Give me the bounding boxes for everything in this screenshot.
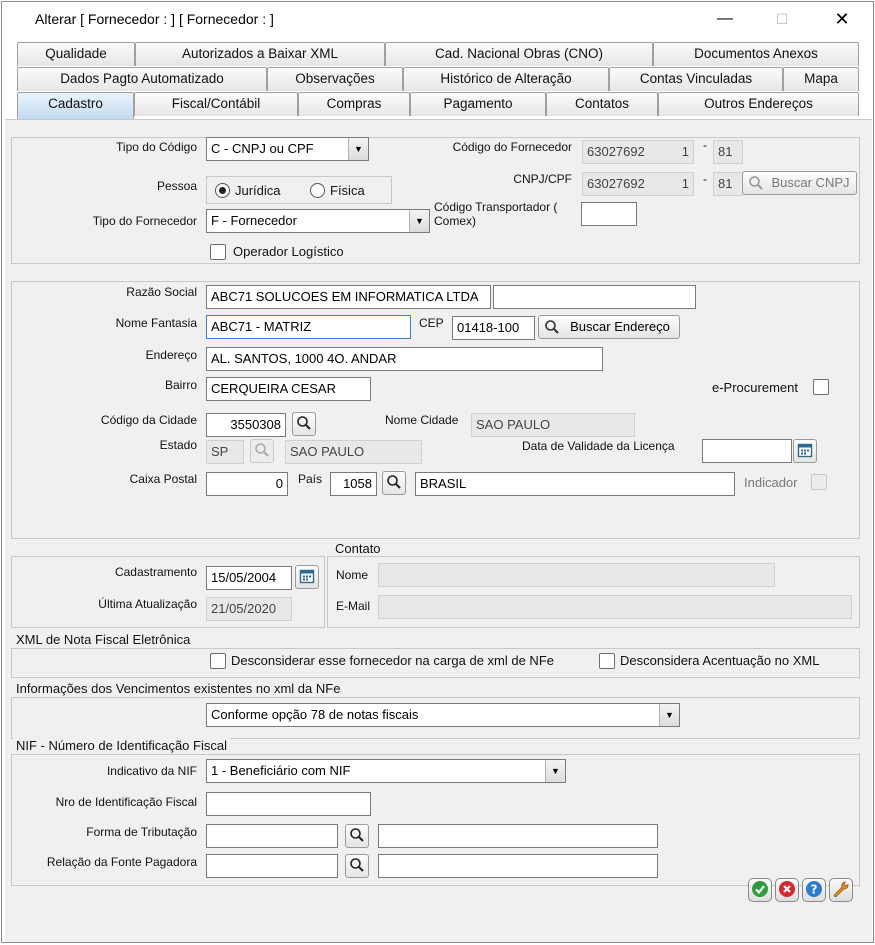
nro-nif-input[interactable]: [206, 792, 371, 816]
codigo-fornecedor-value: 63027692: [587, 144, 645, 159]
dialog-window: [1, 1, 874, 943]
vencimentos-title: Informações dos Vencimentos existentes no xml da NFe: [13, 681, 343, 696]
codigo-fornecedor-seq: 1: [681, 144, 689, 159]
tab-mapa[interactable]: Mapa: [783, 67, 859, 91]
title-bar: [2, 2, 873, 37]
endereco-label: Endereço: [145, 348, 197, 362]
tab-outros-enderecos[interactable]: Outros Endereços: [658, 92, 859, 116]
close-button[interactable]: ✕: [834, 8, 850, 29]
codigo-fornecedor-label: Código do Fornecedor: [452, 140, 572, 154]
data-validade-label: Data de Validade da Licença: [522, 439, 675, 453]
cnpj-value: 63027692: [587, 176, 645, 191]
indicativo-nif-value: 1 - Beneficiário com NIF: [211, 763, 351, 778]
window-title: Alterar [ Fornecedor : ] [ Fornecedor : ]: [35, 11, 274, 27]
codigo-transportador-input[interactable]: [581, 202, 637, 226]
vencimentos-select[interactable]: [206, 703, 680, 727]
tab-contas-vinculadas[interactable]: Contas Vinculadas: [609, 67, 783, 91]
tab-dados-pagto[interactable]: Dados Pagto Automatizado: [17, 67, 267, 91]
pais-nome-field: BRASIL: [415, 472, 735, 496]
contato-title: Contato: [332, 541, 384, 556]
pessoa-juridica-radio[interactable]: [215, 183, 230, 198]
forma-tributacao-search-button[interactable]: [345, 824, 369, 848]
desconsiderar-carga-checkbox[interactable]: [210, 653, 226, 669]
razao-social-input[interactable]: ABC71 SOLUCOES EM INFORMATICA LTDA: [206, 285, 491, 309]
search-icon: [748, 175, 764, 198]
contato-nome-field: [378, 563, 775, 587]
search-icon: [296, 415, 312, 434]
indicativo-nif-select[interactable]: [206, 759, 566, 783]
forma-tributacao-input[interactable]: [206, 824, 338, 848]
buscar-endereco-button[interactable]: [538, 315, 680, 339]
tab-documentos-anexos[interactable]: Documentos Anexos: [653, 42, 859, 66]
tab-cadastro[interactable]: Cadastro: [17, 92, 134, 119]
codigo-fornecedor-dash: -: [703, 138, 707, 152]
bairro-input[interactable]: CERQUEIRA CESAR: [206, 377, 371, 401]
pessoa-fisica-label: Física: [330, 183, 365, 198]
tab-autorizados-xml[interactable]: Autorizados a Baixar XML: [135, 42, 385, 66]
razao-social-extra-input[interactable]: [493, 285, 696, 309]
cancel-button[interactable]: [775, 878, 799, 902]
tools-icon: [832, 880, 850, 901]
bairro-label: Bairro: [164, 378, 197, 392]
eprocurement-checkbox[interactable]: [813, 379, 829, 395]
desconsiderar-carga-label: Desconsiderar esse fornecedor na carga de xml de NFe: [231, 653, 554, 668]
tipo-codigo-label: Tipo do Código: [116, 140, 197, 154]
codigo-cidade-search-button[interactable]: [292, 412, 316, 436]
tab-observacoes[interactable]: Observações: [267, 67, 403, 91]
pessoa-juridica-label: Jurídica: [235, 183, 281, 198]
cnpj-field: [582, 172, 694, 196]
chevron-down-icon: ▼: [659, 704, 679, 726]
nro-nif-label: Nro de Identificação Fiscal: [55, 795, 197, 809]
calendar-icon: [299, 568, 315, 587]
cep-label: CEP: [419, 316, 444, 330]
relacao-fonte-desc: [378, 854, 658, 878]
xml-nfe-title: XML de Nota Fiscal Eletrônica: [13, 632, 193, 647]
search-icon: [349, 857, 365, 876]
tab-fiscal-contabil[interactable]: Fiscal/Contábil: [134, 92, 298, 116]
search-icon: [544, 319, 560, 342]
search-icon: [349, 827, 365, 846]
nif-title: NIF - Número de Identificação Fiscal: [13, 738, 230, 753]
maximize-button[interactable]: ☐: [775, 10, 789, 27]
vencimentos-value: Conforme opção 78 de notas fiscais: [211, 707, 419, 722]
tab-compras[interactable]: Compras: [298, 92, 410, 116]
forma-tributacao-desc: [378, 824, 658, 848]
pais-search-button[interactable]: [382, 471, 406, 495]
tools-button[interactable]: [829, 878, 853, 902]
operador-logistico-label: Operador Logístico: [233, 244, 344, 259]
cancel-icon: [778, 880, 796, 901]
cadastramento-label: Cadastramento: [114, 565, 197, 579]
tipo-fornecedor-label: Tipo do Fornecedor: [92, 214, 197, 228]
pais-label: País: [298, 472, 323, 486]
tab-qualidade[interactable]: Qualidade: [17, 42, 135, 66]
tab-cno[interactable]: Cad. Nacional Obras (CNO): [385, 42, 653, 66]
codigo-cidade-label: Código da Cidade: [100, 413, 197, 427]
relacao-fonte-input[interactable]: [206, 854, 338, 878]
cep-input[interactable]: 01418-100: [452, 316, 535, 340]
eprocurement-label: e-Procurement: [712, 380, 798, 395]
help-icon: [805, 880, 823, 901]
search-icon: [254, 442, 270, 461]
cnpj-seq: 1: [681, 176, 689, 191]
codigo-fornecedor-dv: 81: [713, 140, 743, 164]
cnpj-label: CNPJ/CPF: [513, 172, 572, 186]
nome-fantasia-input[interactable]: ABC71 - MATRIZ: [206, 315, 411, 339]
cnpj-dv: 81: [713, 172, 743, 196]
codigo-fornecedor-field: [582, 140, 694, 164]
pais-input[interactable]: 1058: [330, 472, 377, 496]
codigo-cidade-input[interactable]: 3550308: [206, 413, 286, 437]
minimize-button[interactable]: —: [717, 10, 733, 27]
nome-cidade-label: Nome Cidade: [385, 413, 459, 427]
cadastramento-calendar-button[interactable]: [295, 565, 319, 589]
buscar-endereco-label: Buscar Endereço: [570, 319, 670, 334]
relacao-fonte-label: Relação da Fonte Pagadora: [46, 855, 197, 869]
estado-nome-field: SAO PAULO: [285, 440, 422, 464]
calendar-icon: [797, 442, 813, 461]
tipo-fornecedor-select[interactable]: [206, 209, 430, 233]
tipo-codigo-value: C - CNPJ ou CPF: [211, 141, 314, 156]
cnpj-dash: -: [703, 172, 707, 186]
nome-fantasia-label: Nome Fantasia: [115, 316, 197, 330]
indicativo-nif-label: Indicativo da NIF: [106, 764, 197, 778]
tipo-fornecedor-value: F - Fornecedor: [211, 213, 297, 228]
indicador-label: Indicador: [744, 475, 798, 490]
codigo-transportador-label: [434, 200, 557, 228]
confirm-button[interactable]: [748, 878, 772, 902]
tab-contatos[interactable]: Contatos: [546, 92, 658, 116]
chevron-down-icon: ▼: [409, 210, 429, 232]
buscar-cnpj-button[interactable]: [742, 171, 857, 195]
indicador-checkbox: [811, 474, 827, 490]
data-validade-calendar-button[interactable]: [793, 439, 817, 463]
estado-search-button[interactable]: [250, 439, 274, 463]
estado-field: SP: [206, 440, 244, 464]
cadastramento-input[interactable]: 15/05/2004: [206, 566, 292, 590]
desconsidera-acentuacao-checkbox[interactable]: [599, 653, 615, 669]
nome-cidade-field: SAO PAULO: [471, 413, 635, 437]
ultima-atualizacao-label: Última Atualização: [98, 597, 197, 611]
contato-email-field: [378, 595, 852, 619]
codigo-transportador-label-1: Código Transportador (: [434, 200, 558, 214]
chevron-down-icon: ▼: [545, 760, 565, 782]
codigo-transportador-label-2: Comex): [434, 214, 477, 228]
confirm-icon: [751, 880, 769, 901]
caixa-postal-label: Caixa Postal: [129, 472, 197, 486]
forma-tributacao-label: Forma de Tributação: [86, 825, 197, 839]
svg-text:?: ?: [810, 882, 818, 896]
tab-pagamento[interactable]: Pagamento: [410, 92, 546, 116]
buscar-cnpj-label: Buscar CNPJ: [771, 175, 850, 190]
tab-historico[interactable]: Histórico de Alteração: [403, 67, 609, 91]
tab-content-cadastro: [5, 119, 872, 942]
razao-social-label: Razão Social: [126, 285, 197, 299]
ultima-atualizacao-field: 21/05/2020: [206, 597, 292, 621]
relacao-fonte-search-button[interactable]: [345, 854, 369, 878]
endereco-input[interactable]: AL. SANTOS, 1000 4O. ANDAR: [206, 347, 603, 371]
desconsidera-acentuacao-label: Desconsidera Acentuação no XML: [620, 653, 820, 668]
pessoa-fisica-radio[interactable]: [310, 183, 325, 198]
search-icon: [386, 474, 402, 493]
operador-logistico-checkbox[interactable]: [210, 244, 226, 260]
contato-nome-label: Nome: [336, 568, 369, 582]
data-validade-input[interactable]: [702, 439, 792, 463]
help-button[interactable]: [802, 878, 826, 902]
chevron-down-icon: ▼: [348, 138, 368, 160]
pessoa-label: Pessoa: [156, 179, 197, 193]
tipo-codigo-select[interactable]: [206, 137, 369, 161]
contato-email-label: E-Mail: [336, 599, 371, 613]
caixa-postal-input[interactable]: 0: [206, 472, 288, 496]
estado-label: Estado: [159, 438, 197, 452]
